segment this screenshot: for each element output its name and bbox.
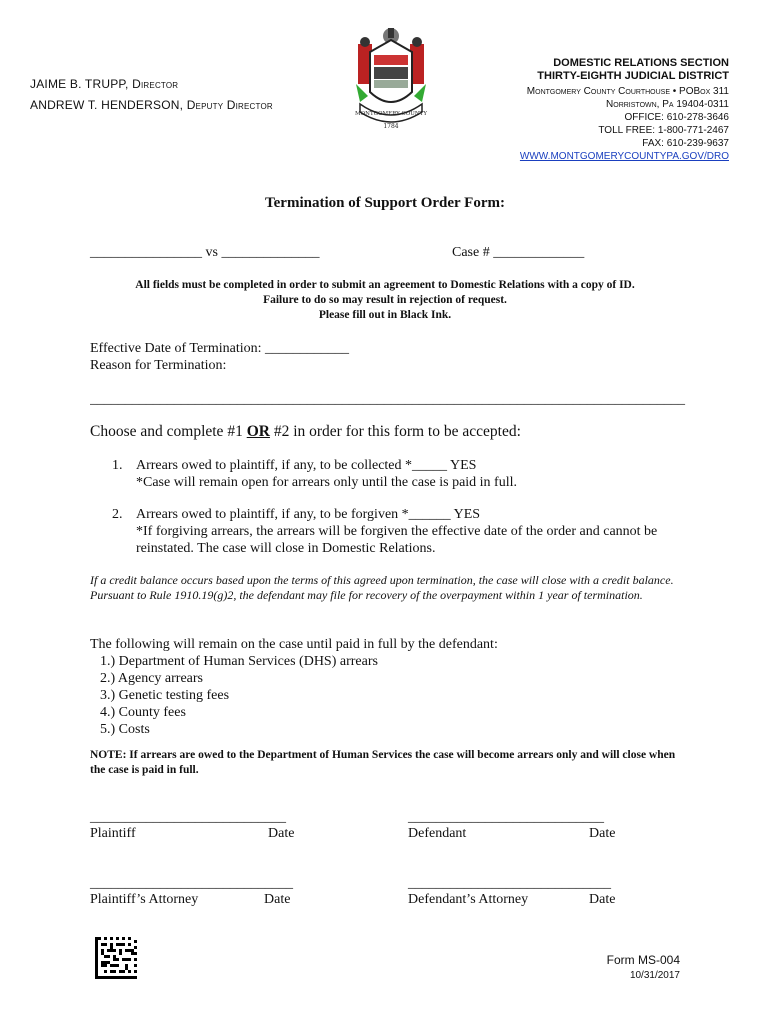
credit-balance-note: If a credit balance occurs based upon the terms of this agreed upon termination, the case will close with a credit balance. Pursuant to Rule 1910.19(g)2, the defendant may file for recovery of the overpayment within 1 year of termination. — [90, 573, 674, 602]
website-link[interactable]: WWW.MONTGOMERYCOUNTYPA.GOV/DRO — [519, 151, 729, 162]
form-number: Form MS-004 — [606, 953, 680, 967]
plaintiff-label: Plaintiff — [90, 826, 136, 841]
defendant-signature-line[interactable]: ____________________________ — [408, 810, 604, 825]
deputy-name: ANDREW T. HENDERSON, — [30, 98, 184, 112]
barcode-icon — [95, 937, 137, 979]
director-name: JAIME B. TRUPP, — [30, 77, 129, 91]
choose-post: #2 in order for this form to be accepted: — [273, 423, 521, 440]
list-item: 5.) Costs — [100, 722, 150, 737]
plaintiff-attorney-date-label: Date — [264, 892, 291, 907]
parties-field[interactable]: ________________ vs ______________ — [90, 245, 320, 260]
director-title: Director — [132, 77, 179, 91]
notice-line-3: Please fill out in Black Ink. — [318, 309, 452, 321]
form-revision-date: 10/31/2017 — [629, 970, 680, 981]
director-line — [30, 74, 273, 95]
defendant-date-label: Date — [589, 826, 616, 841]
plaintiff-attorney-label: Plaintiff’s Attorney — [90, 892, 199, 907]
choose-or: OR — [246, 423, 270, 440]
reason-field[interactable]: _____________________________________________________________________________________ — [90, 392, 685, 407]
svg-text:MONTGOMERY COUNTY: MONTGOMERY COUNTY — [355, 111, 427, 117]
option-2-note-1: *If forgiving arrears, the arrears will be forgiven the effective date of the order and cannot be — [136, 524, 658, 539]
notice-line-1: All fields must be completed in order to submit an agreement to Domestic Relations with a copy of ID. — [135, 279, 635, 291]
list-item: 4.) County fees — [100, 705, 186, 720]
fax-number: FAX: 610-239-9637 — [642, 138, 729, 149]
defendant-attorney-label: Defendant’s Attorney — [408, 892, 529, 907]
option-1-field[interactable]: Arrears owed to plaintiff, if any, to be collected *_____ YES — [136, 458, 477, 473]
choose-instruction — [90, 423, 521, 441]
option-2-note-2: reinstated. The case will close in Domestic Relations. — [136, 541, 436, 556]
option-2-field[interactable]: Arrears owed to plaintiff, if any, to be forgiven *______ YES — [136, 507, 481, 522]
plaintiff-signature-line[interactable]: ____________________________ — [90, 810, 286, 825]
reason-label: Reason for Termination: — [90, 358, 227, 373]
defendant-label: Defendant — [408, 826, 467, 841]
defendant-attorney-date-label: Date — [589, 892, 616, 907]
address-line-2: Norristown, Pa 19404-0311 — [606, 99, 729, 110]
deputy-title: Deputy Director — [186, 98, 273, 112]
termination-details — [90, 340, 349, 374]
form-number-block — [607, 952, 680, 984]
option-1-number: 1. — [112, 458, 123, 473]
toll-free-phone: TOLL FREE: 1-800-771-2467 — [598, 125, 729, 136]
plaintiff-date-label: Date — [268, 826, 295, 841]
county-seal-icon — [350, 22, 432, 134]
defendant-attorney-signature-line[interactable]: _____________________________ — [408, 876, 611, 891]
case-number-field[interactable]: Case # _____________ — [452, 245, 585, 260]
address-line-1: Montgomery County Courthouse • POBox 311 — [526, 86, 729, 97]
office-phone: OFFICE: 610-278-3646 — [624, 112, 729, 123]
option-2 — [112, 506, 658, 556]
office-contact-block — [520, 57, 729, 163]
remaining-items — [90, 636, 498, 738]
form-title: Termination of Support Order Form: — [265, 195, 505, 211]
option-1-note: *Case will remain open for arrears only until the case is paid in full. — [136, 475, 518, 490]
instructions-notice — [0, 278, 770, 323]
staff-block — [30, 74, 273, 116]
choose-pre: Choose and complete #1 — [90, 423, 243, 440]
option-2-number: 2. — [112, 507, 123, 522]
effective-date-field[interactable]: Effective Date of Termination: ____________ — [90, 341, 349, 356]
section-name: DOMESTIC RELATIONS SECTION — [553, 57, 729, 69]
remaining-list — [90, 653, 498, 738]
list-item: 2.) Agency arrears — [100, 671, 204, 686]
remaining-intro: The following will remain on the case until paid in full by the defendant: — [90, 637, 498, 652]
notice-line-2: Failure to do so may result in rejection of request. — [263, 294, 507, 306]
dhs-note: NOTE: If arrears are owed to the Department of Human Services the case will become arrears only and will close when the case is paid in full. — [90, 749, 676, 776]
list-item: 1.) Department of Human Services (DHS) arrears — [100, 654, 378, 669]
district-name: THIRTY-EIGHTH JUDICIAL DISTRICT — [537, 70, 729, 82]
deputy-line — [30, 95, 273, 116]
svg-text:1784: 1784 — [383, 123, 399, 130]
plaintiff-attorney-signature-line[interactable]: _____________________________ — [90, 876, 293, 891]
option-1 — [112, 457, 518, 490]
list-item: 3.) Genetic testing fees — [100, 688, 230, 703]
